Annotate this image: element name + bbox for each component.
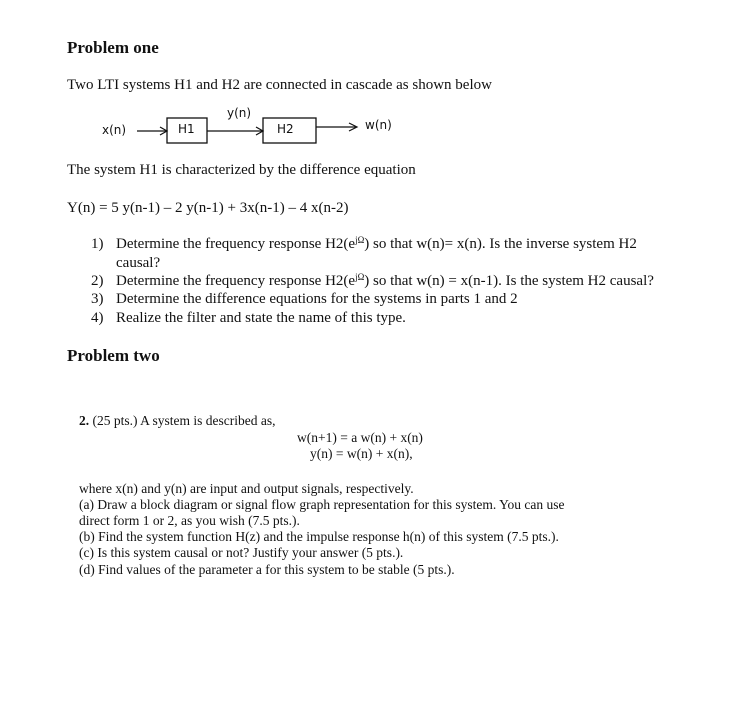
cascade-diagram: [0, 0, 745, 160]
output-label: w(n): [365, 118, 392, 132]
item-text: Determine the frequency response $H2(e^{j\Omega})$ so that w(n) = x(n-1). Is the system H2 causal?: [116, 272, 654, 289]
item-text: Realize the filter and state the name of this type.: [116, 310, 406, 326]
text-line: (d) Find values of the parameter a for this system to be stable (5 pts.).: [79, 562, 455, 577]
text-line: (a) Draw a block diagram or signal flow graph representation for this system. You can use: [79, 497, 565, 512]
item-text: Determine the difference equations for the systems in parts 1 and 2: [116, 291, 518, 307]
system-description: The system H1 is characterized by the difference equation: [67, 162, 416, 178]
mid-label: y(n): [227, 106, 252, 120]
text-line: direct form 1 or 2, as you wish (7.5 pts.).: [79, 513, 300, 528]
problem-two-intro: 2. (25 pts.) A system is described as,: [79, 413, 276, 428]
input-label: x(n): [102, 123, 127, 137]
item-number: 4): [91, 310, 104, 326]
item-number: 3): [91, 291, 104, 307]
item-number: 2): [91, 273, 104, 289]
text-line: (c) Is this system causal or not? Justify your answer (5 pts.).: [79, 545, 404, 560]
difference-equation: Y(n) = 5 y(n-1) – 2 y(n-1) + 3x(n-1) – 4 x(n-2): [67, 200, 349, 216]
text-line: (b) Find the system function H(z) and the impulse response h(n) of this system (7.5 pts.).: [79, 529, 559, 544]
problem-number: 2.: [79, 413, 90, 428]
diagram-lines: [0, 0, 745, 160]
item-number: 1): [91, 236, 104, 252]
block-h1: H1: [178, 122, 195, 136]
problem-one-title: Problem one: [67, 38, 159, 57]
output-equation: y(n) = w(n) + x(n),: [310, 446, 413, 461]
state-equation: w(n+1) = a w(n) + x(n): [297, 430, 423, 445]
text-line: where x(n) and y(n) are input and output signals, respectively.: [79, 481, 414, 496]
block-h2: H2: [277, 122, 294, 136]
problem-two-title: Problem two: [67, 346, 160, 365]
list-item-continuation: causal?: [116, 255, 161, 271]
item-text: Determine the frequency response $H2(e^{j\Omega})$ so that w(n)= x(n). Is the inverse system H2: [116, 235, 637, 252]
problem-one-intro: Two LTI systems H1 and H2 are connected in cascade as shown below: [67, 77, 492, 93]
